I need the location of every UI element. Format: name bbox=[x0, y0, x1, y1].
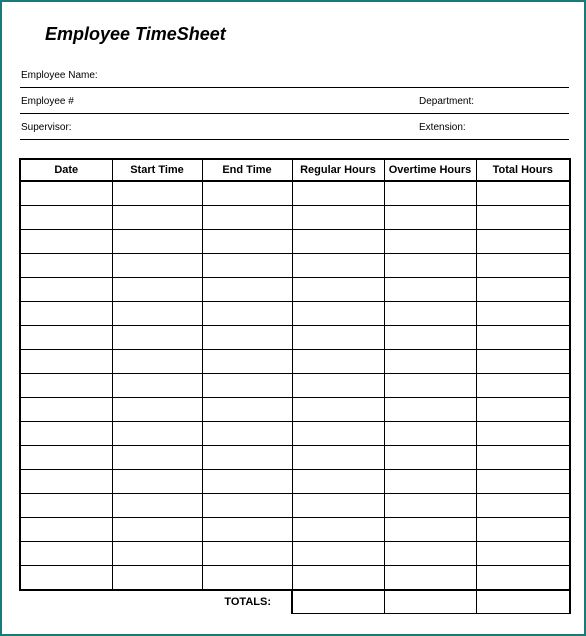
table-row bbox=[20, 542, 570, 566]
regular-hours-cell[interactable] bbox=[292, 422, 384, 446]
overtime-hours-cell[interactable] bbox=[384, 542, 476, 566]
totals-spacer bbox=[20, 590, 112, 614]
date-cell[interactable] bbox=[20, 422, 112, 446]
regular-hours-cell[interactable] bbox=[292, 181, 384, 206]
table-row bbox=[20, 181, 570, 206]
date-cell[interactable] bbox=[20, 446, 112, 470]
regular-hours-cell[interactable] bbox=[292, 470, 384, 494]
column-header-date: Date bbox=[20, 159, 112, 181]
total-regular-hours-cell[interactable] bbox=[292, 590, 384, 614]
total-hours-cell[interactable] bbox=[476, 446, 570, 470]
date-cell[interactable] bbox=[20, 181, 112, 206]
start-time-cell[interactable] bbox=[112, 398, 202, 422]
employee-name-field[interactable] bbox=[20, 63, 569, 88]
employee-name-label: Employee Name: bbox=[21, 70, 98, 81]
start-time-cell[interactable] bbox=[112, 302, 202, 326]
table-row bbox=[20, 278, 570, 302]
date-cell[interactable] bbox=[20, 230, 112, 254]
start-time-cell[interactable] bbox=[112, 374, 202, 398]
end-time-cell[interactable] bbox=[202, 302, 292, 326]
end-time-cell[interactable] bbox=[202, 422, 292, 446]
overtime-hours-cell[interactable] bbox=[384, 302, 476, 326]
regular-hours-cell[interactable] bbox=[292, 302, 384, 326]
start-time-cell[interactable] bbox=[112, 350, 202, 374]
start-time-cell[interactable] bbox=[112, 278, 202, 302]
total-hours-cell[interactable] bbox=[476, 470, 570, 494]
date-cell[interactable] bbox=[20, 566, 112, 591]
table-row bbox=[20, 518, 570, 542]
start-time-cell[interactable] bbox=[112, 518, 202, 542]
total-hours-cell[interactable] bbox=[476, 278, 570, 302]
regular-hours-cell[interactable] bbox=[292, 494, 384, 518]
regular-hours-cell[interactable] bbox=[292, 350, 384, 374]
start-time-cell[interactable] bbox=[112, 230, 202, 254]
end-time-cell[interactable] bbox=[202, 518, 292, 542]
end-time-cell[interactable] bbox=[202, 254, 292, 278]
table-header-row bbox=[20, 159, 570, 181]
overtime-hours-cell[interactable] bbox=[384, 326, 476, 350]
end-time-cell[interactable] bbox=[202, 326, 292, 350]
end-time-cell[interactable] bbox=[202, 470, 292, 494]
column-header-regular-hours: Regular Hours bbox=[292, 159, 384, 181]
table-row bbox=[20, 326, 570, 350]
overtime-hours-cell[interactable] bbox=[384, 470, 476, 494]
date-cell[interactable] bbox=[20, 302, 112, 326]
table-row bbox=[20, 302, 570, 326]
date-cell[interactable] bbox=[20, 254, 112, 278]
column-header-total-hours: Total Hours bbox=[476, 159, 570, 181]
start-time-cell[interactable] bbox=[112, 206, 202, 230]
total-hours-cell[interactable] bbox=[476, 181, 570, 206]
table-row bbox=[20, 446, 570, 470]
table-row bbox=[20, 566, 570, 591]
end-time-cell[interactable] bbox=[202, 230, 292, 254]
totals-row bbox=[20, 590, 570, 614]
table-row bbox=[20, 398, 570, 422]
overtime-hours-cell[interactable] bbox=[384, 422, 476, 446]
total-hours-cell[interactable] bbox=[476, 590, 570, 614]
employee-number-label: Employee # bbox=[21, 96, 74, 107]
table-row bbox=[20, 494, 570, 518]
start-time-cell[interactable] bbox=[112, 446, 202, 470]
date-cell[interactable] bbox=[20, 518, 112, 542]
start-time-cell[interactable] bbox=[112, 494, 202, 518]
end-time-cell[interactable] bbox=[202, 566, 292, 591]
date-cell[interactable] bbox=[20, 374, 112, 398]
total-hours-cell[interactable] bbox=[476, 398, 570, 422]
end-time-cell[interactable] bbox=[202, 181, 292, 206]
total-hours-cell[interactable] bbox=[476, 494, 570, 518]
totals-label: TOTALS: bbox=[224, 596, 271, 609]
total-hours-cell[interactable] bbox=[476, 254, 570, 278]
overtime-hours-cell[interactable] bbox=[384, 446, 476, 470]
total-hours-cell[interactable] bbox=[476, 326, 570, 350]
regular-hours-cell[interactable] bbox=[292, 446, 384, 470]
table-row bbox=[20, 470, 570, 494]
regular-hours-cell[interactable] bbox=[292, 398, 384, 422]
total-hours-cell[interactable] bbox=[476, 302, 570, 326]
column-header-overtime-hours: Overtime Hours bbox=[384, 159, 476, 181]
regular-hours-cell[interactable] bbox=[292, 254, 384, 278]
date-cell[interactable] bbox=[20, 206, 112, 230]
regular-hours-cell[interactable] bbox=[292, 206, 384, 230]
timesheet-table bbox=[19, 158, 571, 614]
regular-hours-cell[interactable] bbox=[292, 230, 384, 254]
timesheet-body bbox=[20, 181, 570, 590]
total-hours-cell[interactable] bbox=[476, 350, 570, 374]
overtime-hours-cell[interactable] bbox=[384, 206, 476, 230]
department-label: Department: bbox=[419, 96, 475, 107]
overtime-hours-cell[interactable] bbox=[384, 278, 476, 302]
end-time-cell[interactable] bbox=[202, 278, 292, 302]
date-cell[interactable] bbox=[20, 350, 112, 374]
total-overtime-hours-cell[interactable] bbox=[384, 590, 476, 614]
end-time-cell[interactable] bbox=[202, 398, 292, 422]
overtime-hours-cell[interactable] bbox=[384, 374, 476, 398]
table-row bbox=[20, 350, 570, 374]
end-time-cell[interactable] bbox=[202, 206, 292, 230]
overtime-hours-cell[interactable] bbox=[384, 518, 476, 542]
date-cell[interactable] bbox=[20, 326, 112, 350]
employee-number-row bbox=[20, 89, 569, 114]
start-time-cell[interactable] bbox=[112, 566, 202, 591]
date-cell[interactable] bbox=[20, 470, 112, 494]
regular-hours-cell[interactable] bbox=[292, 518, 384, 542]
date-cell[interactable] bbox=[20, 398, 112, 422]
total-hours-cell[interactable] bbox=[476, 422, 570, 446]
total-hours-cell[interactable] bbox=[476, 542, 570, 566]
overtime-hours-cell[interactable] bbox=[384, 254, 476, 278]
overtime-hours-cell[interactable] bbox=[384, 350, 476, 374]
total-hours-cell[interactable] bbox=[476, 206, 570, 230]
end-time-cell[interactable] bbox=[202, 350, 292, 374]
overtime-hours-cell[interactable] bbox=[384, 494, 476, 518]
overtime-hours-cell[interactable] bbox=[384, 181, 476, 206]
end-time-cell[interactable] bbox=[202, 494, 292, 518]
total-hours-cell[interactable] bbox=[476, 374, 570, 398]
date-cell[interactable] bbox=[20, 278, 112, 302]
overtime-hours-cell[interactable] bbox=[384, 230, 476, 254]
start-time-cell[interactable] bbox=[112, 422, 202, 446]
end-time-cell[interactable] bbox=[202, 374, 292, 398]
table-row bbox=[20, 422, 570, 446]
regular-hours-cell[interactable] bbox=[292, 326, 384, 350]
end-time-cell[interactable] bbox=[202, 446, 292, 470]
table-row bbox=[20, 206, 570, 230]
start-time-cell[interactable] bbox=[112, 181, 202, 206]
start-time-cell[interactable] bbox=[112, 254, 202, 278]
overtime-hours-cell[interactable] bbox=[384, 566, 476, 591]
end-time-cell[interactable] bbox=[202, 542, 292, 566]
overtime-hours-cell[interactable] bbox=[384, 398, 476, 422]
page-title: Employee TimeSheet bbox=[45, 24, 226, 44]
date-cell[interactable] bbox=[20, 542, 112, 566]
table-row bbox=[20, 374, 570, 398]
regular-hours-cell[interactable] bbox=[292, 278, 384, 302]
start-time-cell[interactable] bbox=[112, 326, 202, 350]
table-row bbox=[20, 230, 570, 254]
regular-hours-cell[interactable] bbox=[292, 374, 384, 398]
column-header-start-time: Start Time bbox=[112, 159, 202, 181]
date-cell[interactable] bbox=[20, 494, 112, 518]
extension-label: Extension: bbox=[419, 122, 466, 133]
total-hours-cell[interactable] bbox=[476, 518, 570, 542]
total-hours-cell[interactable] bbox=[476, 230, 570, 254]
supervisor-row bbox=[20, 115, 569, 140]
total-hours-cell[interactable] bbox=[476, 566, 570, 591]
start-time-cell[interactable] bbox=[112, 542, 202, 566]
column-header-end-time: End Time bbox=[202, 159, 292, 181]
regular-hours-cell[interactable] bbox=[292, 566, 384, 591]
regular-hours-cell[interactable] bbox=[292, 542, 384, 566]
supervisor-label: Supervisor: bbox=[21, 122, 72, 133]
table-row bbox=[20, 254, 570, 278]
start-time-cell[interactable] bbox=[112, 470, 202, 494]
